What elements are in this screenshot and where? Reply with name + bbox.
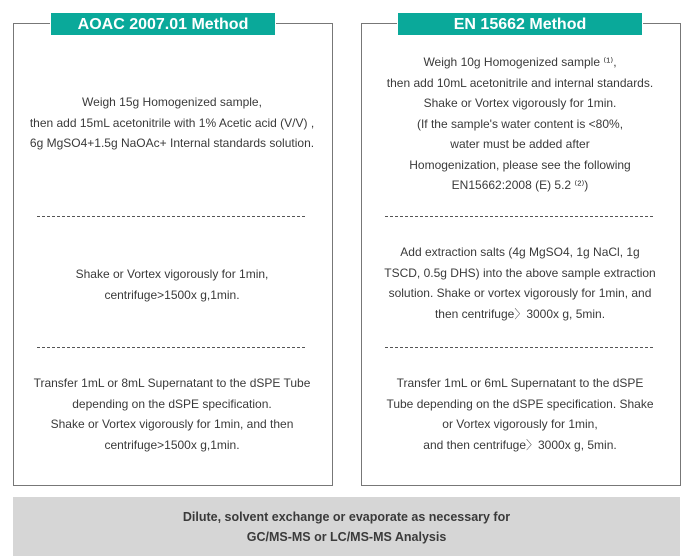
aoac-step-3-line-3: Shake or Vortex vigorously for 1min, and then xyxy=(50,417,294,431)
en-step-2-line-4: then centrifuge〉3000x g, 5min. xyxy=(434,306,606,321)
en-step-1-line-7: EN15662:2008 (E) 5.2 ⁽²⁾) xyxy=(451,178,589,192)
en-step-1-line-3: Shake or Vortex vigorously for 1min. xyxy=(423,96,617,110)
en-step-3-line-2: Tube depending on the dSPE specification. Shake xyxy=(386,396,654,411)
aoac-step-3 xyxy=(13,373,331,455)
aoac-step-1-line-3: 6g MgSO4+1.5g NaOAc+ Internal standards solution. xyxy=(29,136,315,150)
en-step-2 xyxy=(361,242,679,324)
en-step-1-line-1: Weigh 10g Homogenized sample ⁽¹⁾, xyxy=(423,55,617,69)
aoac-step-1 xyxy=(13,92,331,154)
aoac-step-2 xyxy=(13,264,331,305)
en-step-1-line-6: Homogenization, please see the following xyxy=(409,157,631,172)
aoac-divider-1 xyxy=(37,216,305,217)
aoac-divider-2 xyxy=(37,347,305,348)
aoac-step-3-line-1: Transfer 1mL or 8mL Supernatant to the dSPE Tube xyxy=(33,376,311,390)
final-analysis-line-1: Dilute, solvent exchange or evaporate as necessary for xyxy=(182,510,511,524)
aoac-step-3-line-4: centrifuge>1500x g,1min. xyxy=(104,437,240,452)
aoac-step-3-line-2: depending on the dSPE specification. xyxy=(72,396,272,411)
aoac-step-1-line-1: Weigh 15g Homogenized sample, xyxy=(82,95,262,109)
en-step-1-line-4: (If the sample's water content is <80%, xyxy=(416,116,624,131)
en-step-1-line-5: water must be added after xyxy=(450,137,590,151)
en-step-3 xyxy=(361,373,679,455)
en-divider-2 xyxy=(385,347,653,348)
en15662-method-title: EN 15662 Method xyxy=(397,12,643,36)
en-step-2-line-2: TSCD, 0.5g DHS) into the above sample extraction xyxy=(384,265,656,280)
en-step-3-line-1: Transfer 1mL or 6mL Supernatant to the dSPE xyxy=(396,376,644,390)
final-analysis-box xyxy=(13,497,680,556)
en-step-1-line-2: then add 10mL acetonitrile and internal standards. xyxy=(386,75,654,90)
en-step-3-line-3: or Vortex vigorously for 1min, xyxy=(442,417,598,431)
final-analysis-line-2: GC/MS-MS or LC/MS-MS Analysis xyxy=(246,530,447,544)
aoac-step-2-line-1: Shake or Vortex vigorously for 1min, xyxy=(75,267,269,281)
en-step-3-line-4: and then centrifuge〉3000x g, 5min. xyxy=(423,437,617,452)
aoac-method-title: AOAC 2007.01 Method xyxy=(50,12,276,36)
aoac-step-1-line-2: then add 15mL acetonitrile with 1% Acetic acid (V/V) , xyxy=(29,115,315,130)
en-step-2-line-1: Add extraction salts (4g MgSO4, 1g NaCl, 1g xyxy=(400,245,640,259)
en-step-1 xyxy=(361,52,679,196)
en-step-2-line-3: solution. Shake or vortex vigorously for 1min, and xyxy=(388,286,652,300)
en-divider-1 xyxy=(385,216,653,217)
aoac-step-2-line-2: centrifuge>1500x g,1min. xyxy=(104,287,240,302)
